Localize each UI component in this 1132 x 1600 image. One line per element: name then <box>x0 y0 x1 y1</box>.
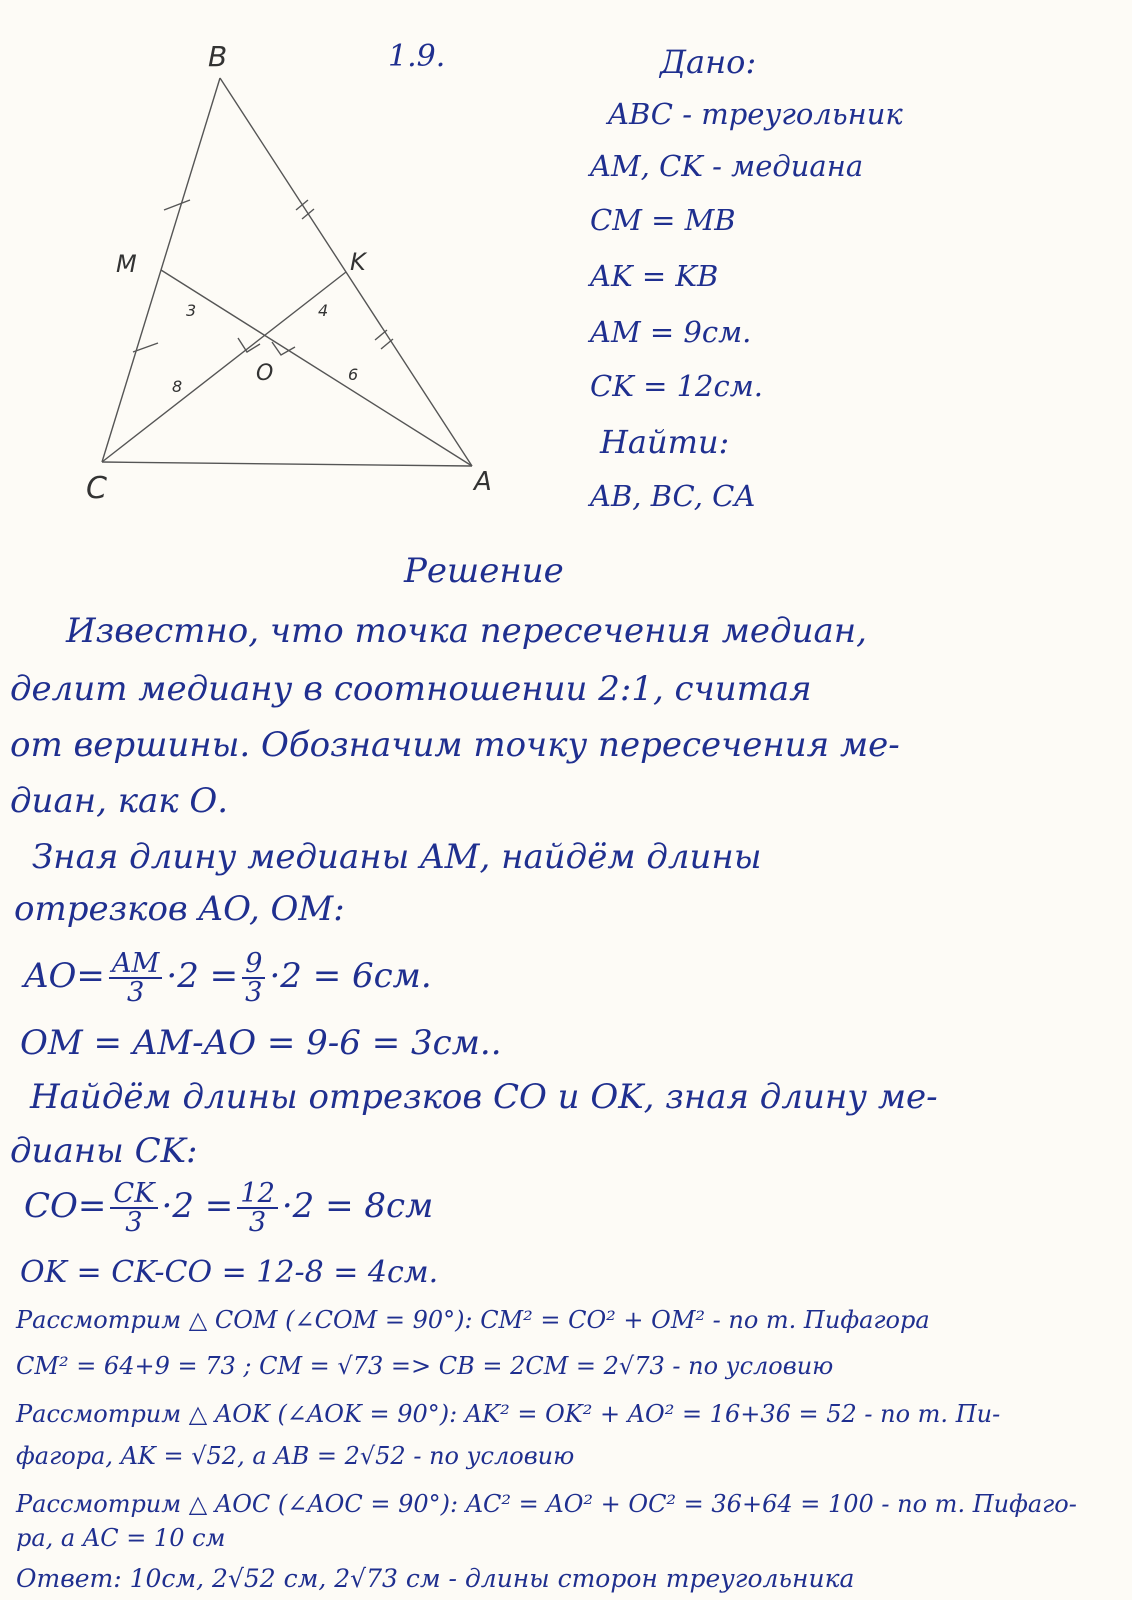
point-o-label: O <box>256 361 274 386</box>
point-a-label: A <box>474 467 492 497</box>
segment-co-label: 8 <box>172 377 183 396</box>
point-c-label: C <box>86 471 107 506</box>
find-value: AB, BC, CA <box>590 479 756 513</box>
step-aoc-line-1: Рассмотрим △ AOC (∠AOC = 90°): AC² = AO² + OC² = 36+64 = 100 - по т. Пифаго- <box>16 1490 1077 1518</box>
paragraph-2-line-2: отрезков AO, OM: <box>14 889 345 929</box>
step-aoc-line-2: ра, а AC = 10 см <box>16 1524 226 1552</box>
formula-ao: AO= $\frac{AM}{3}$ ·2 = $\frac{9}{3}$ ·2 = 6см. <box>24 948 432 1009</box>
given-line-1: ABC - треугольник <box>608 97 903 131</box>
triangle-diagram <box>0 0 560 520</box>
find-header: Найти: <box>600 423 730 461</box>
paragraph-1-line-3: от вершины. Обозначим точку пересечения ме- <box>10 725 900 765</box>
given-line-5: AM = 9см. <box>590 315 752 349</box>
point-k-label: K <box>350 248 366 276</box>
paragraph-1-line-1: Известно, что точка пересечения медиан, <box>66 611 867 651</box>
problem-number: 1.9. <box>388 39 446 74</box>
step-aok-line-2: фагора, AK = √52, а AB = 2√52 - по условию <box>16 1442 575 1470</box>
side-ca <box>102 462 472 466</box>
solution-header: Решение <box>404 551 564 591</box>
paragraph-2-line-1: Зная длину медианы AM, найдём длины <box>32 837 762 877</box>
paragraph-3-line-2: дианы CK: <box>10 1131 198 1171</box>
step-com-line-2: CM² = 64+9 = 73 ; CM = √73 => CB = 2CM = 2√73 - по условию <box>16 1352 834 1380</box>
answer: Ответ: 10см, 2√52 см, 2√73 см - длины сторон треугольника <box>16 1564 855 1593</box>
given-line-6: CK = 12см. <box>590 369 763 403</box>
given-line-4: AK = KB <box>590 259 719 293</box>
median-ck <box>102 272 346 462</box>
given-header: Дано: <box>660 43 757 81</box>
given-line-2: AM, CK - медиана <box>590 149 864 183</box>
formula-co: CO= $\frac{CK}{3}$ ·2 = $\frac{12}{3}$ ·2 = 8см <box>24 1178 434 1239</box>
given-line-3: CM = MB <box>590 203 736 237</box>
step-com-line-1: Рассмотрим △ COM (∠COM = 90°): CM² = CO² + OM² - по т. Пифагора <box>16 1306 930 1334</box>
point-b-label: B <box>208 40 228 73</box>
point-m-label: M <box>116 250 137 278</box>
paragraph-1-line-4: диан, как О. <box>10 781 229 821</box>
formula-om: OM = AM-AO = 9-6 = 3см.. <box>20 1023 502 1063</box>
formula-ok: OK = CK-CO = 12-8 = 4см. <box>20 1255 439 1290</box>
paragraph-1-line-2: делит медиану в соотношении 2:1, считая <box>10 669 812 709</box>
segment-ao-label: 6 <box>348 365 359 384</box>
segment-om-label: 3 <box>186 301 197 320</box>
median-am <box>161 270 472 466</box>
paragraph-3-line-1: Найдём длины отрезков CO и OK, зная длину ме- <box>30 1077 938 1117</box>
step-aok-line-1: Рассмотрим △ AOK (∠AOK = 90°): AK² = OK² + AO² = 16+36 = 52 - по т. Пи- <box>16 1400 1001 1428</box>
segment-ok-label: 4 <box>318 301 329 320</box>
